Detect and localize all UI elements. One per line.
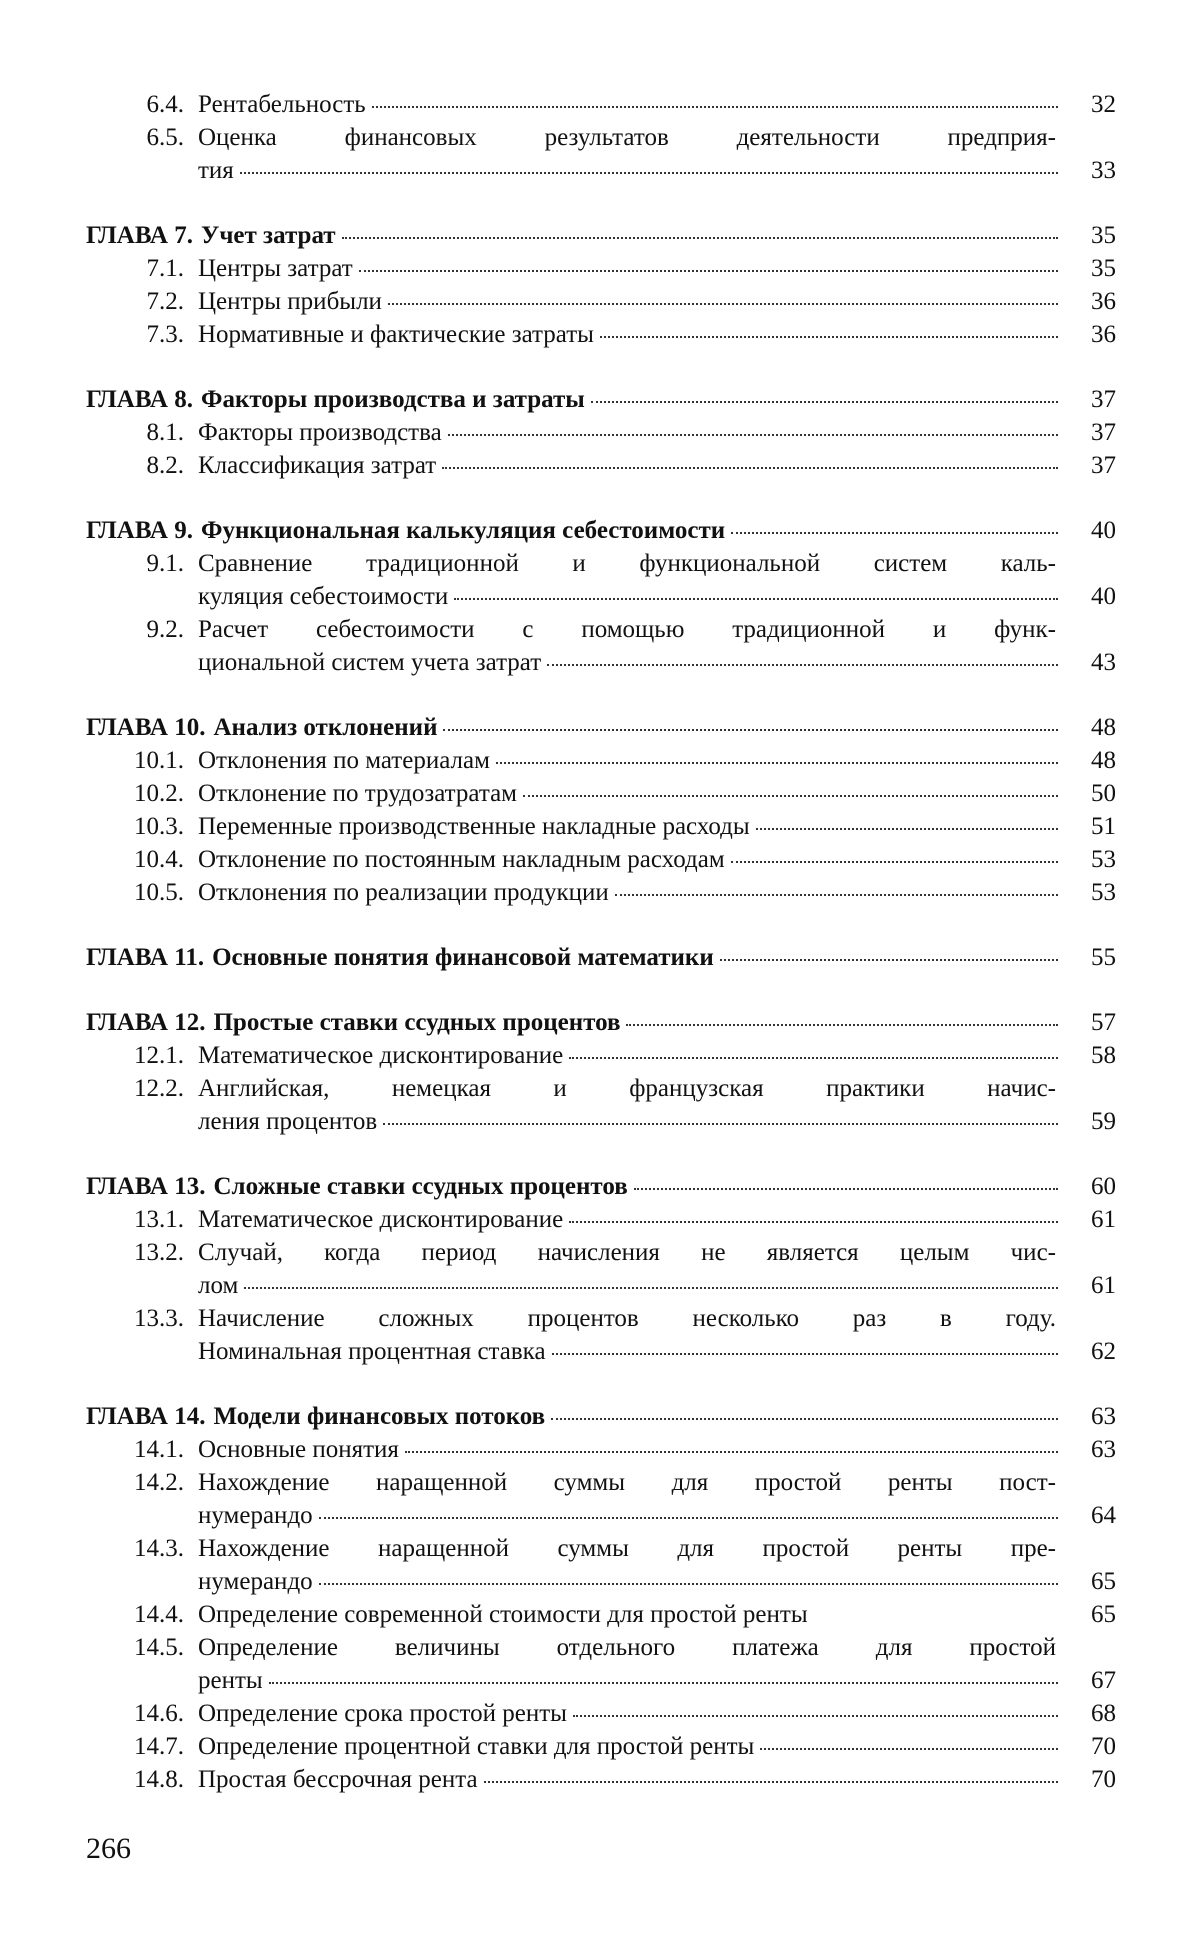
section-title-block <box>198 318 1116 351</box>
toc-chapter <box>86 219 1116 351</box>
chapter-title: Простые ставки ссудных процентов <box>213 1009 621 1036</box>
section-title-block <box>198 547 1116 613</box>
chapter-heading <box>86 1170 1116 1203</box>
toc-section <box>86 876 1116 909</box>
section-page: 53 <box>1091 879 1116 906</box>
dot-leader <box>573 1707 1058 1717</box>
chapter-page: 60 <box>1091 1173 1116 1200</box>
dot-leader <box>388 295 1058 305</box>
section-page: 36 <box>1091 288 1116 315</box>
toc-chapter <box>86 1400 1116 1796</box>
section-title-last-line <box>198 1335 1116 1368</box>
chapter-label: ГЛАВА 11. <box>86 944 205 971</box>
chapter-page: 63 <box>1091 1403 1116 1430</box>
chapter-page: 40 <box>1091 517 1116 544</box>
section-title: Математическое дисконтирование <box>198 1206 564 1233</box>
section-number: 14.1. <box>134 1436 184 1463</box>
dot-leader <box>731 853 1058 863</box>
section-number: 14.6. <box>134 1700 184 1727</box>
chapter-label: ГЛАВА 12. <box>86 1009 206 1036</box>
toc-section <box>86 88 1116 121</box>
section-title-block <box>198 1763 1116 1796</box>
dot-leader <box>591 393 1058 403</box>
toc-section <box>86 1072 1116 1138</box>
chapter-label: ГЛАВА 8. <box>86 386 193 413</box>
dot-leader <box>269 1674 1058 1684</box>
chapter-page: 55 <box>1091 944 1116 971</box>
section-page: 35 <box>1091 255 1116 282</box>
toc-section <box>86 1697 1116 1730</box>
chapter-heading <box>86 711 1116 744</box>
chapter-title-block <box>213 711 1116 744</box>
section-number: 12.1. <box>134 1042 184 1069</box>
toc-section <box>86 285 1116 318</box>
section-number: 7.1. <box>146 255 184 282</box>
section-title-last-line <box>198 154 1116 187</box>
dot-leader <box>569 1049 1058 1059</box>
section-title-last-line <box>198 777 1116 810</box>
toc-section <box>86 1598 1116 1631</box>
section-page: 70 <box>1091 1766 1116 1793</box>
chapter-heading <box>86 1006 1116 1039</box>
section-number: 10.5. <box>134 879 184 906</box>
section-title-block <box>198 416 1116 449</box>
chapter-page: 35 <box>1091 222 1116 249</box>
dot-leader <box>523 787 1058 797</box>
chapter-page: 57 <box>1091 1009 1116 1036</box>
section-title: Центры прибыли <box>198 288 382 315</box>
section-page: 63 <box>1091 1436 1116 1463</box>
section-title: нумерандо <box>198 1568 313 1595</box>
chapter-title-line <box>213 1400 1116 1433</box>
section-page: 53 <box>1091 846 1116 873</box>
section-number: 13.2. <box>134 1239 184 1266</box>
section-title-block <box>198 1598 1116 1631</box>
toc-section <box>86 318 1116 351</box>
section-title: Математическое дисконтирование <box>198 1042 564 1069</box>
section-title-line: Оценка финансовых результатов деятельности предприя- <box>198 124 1056 151</box>
toc-chapter <box>86 711 1116 909</box>
toc-section <box>86 810 1116 843</box>
section-title: Отклонение по постоянным накладным расходам <box>198 846 725 873</box>
toc-section <box>86 1730 1116 1763</box>
toc-section <box>86 613 1116 679</box>
dot-leader <box>720 951 1058 961</box>
section-title: Факторы производства <box>198 419 442 446</box>
chapter-title-block <box>201 383 1116 416</box>
section-number: 9.2. <box>146 616 184 643</box>
chapter-title-line <box>213 711 1116 744</box>
section-title-block <box>198 1532 1116 1598</box>
section-page: 51 <box>1091 813 1116 840</box>
chapter-title: Анализ отклонений <box>213 714 438 741</box>
toc-chapter <box>86 1006 1116 1138</box>
chapter-label: ГЛАВА 13. <box>86 1173 206 1200</box>
section-number: 9.1. <box>146 550 184 577</box>
chapter-title-block <box>201 514 1116 547</box>
section-page: 50 <box>1091 780 1116 807</box>
section-title: Отклонения по реализации продукции <box>198 879 609 906</box>
section-title: Определение процентной ставки для простой ренты <box>198 1733 755 1760</box>
section-title: ления процентов <box>198 1108 378 1135</box>
dot-leader <box>448 426 1058 436</box>
section-title-block <box>198 876 1116 909</box>
toc-chapter <box>86 88 1116 187</box>
chapter-title-block <box>212 941 1116 974</box>
section-page: 43 <box>1091 649 1116 676</box>
chapter-page: 37 <box>1091 386 1116 413</box>
section-number: 10.3. <box>134 813 184 840</box>
section-title-block <box>198 1697 1116 1730</box>
section-title-block <box>198 1730 1116 1763</box>
section-page: 36 <box>1091 321 1116 348</box>
section-title-last-line <box>198 843 1116 876</box>
section-title-block <box>198 1039 1116 1072</box>
section-number: 14.3. <box>134 1535 184 1562</box>
section-number: 14.4. <box>134 1601 184 1628</box>
chapter-label: ГЛАВА 7. <box>86 222 193 249</box>
toc-section <box>86 1039 1116 1072</box>
toc-chapter <box>86 514 1116 679</box>
section-title-last-line <box>198 1203 1116 1236</box>
dot-leader <box>372 98 1058 108</box>
chapter-label: ГЛАВА 9. <box>86 517 193 544</box>
section-title-block <box>198 1433 1116 1466</box>
section-number: 8.2. <box>146 452 184 479</box>
dot-leader <box>569 1213 1058 1223</box>
chapter-title-line <box>213 1006 1116 1039</box>
chapter-title: Функциональная калькуляция себестоимости <box>200 517 726 544</box>
section-title-last-line <box>198 1269 1116 1302</box>
dot-leader <box>359 262 1058 272</box>
chapter-title-line <box>212 941 1116 974</box>
chapter-title: Учет затрат <box>200 222 336 249</box>
section-page: 59 <box>1091 1108 1116 1135</box>
section-title-last-line <box>198 810 1116 843</box>
section-title-last-line <box>198 1697 1116 1730</box>
section-title-last-line <box>198 1763 1116 1796</box>
section-title-last-line <box>198 318 1116 351</box>
dot-leader <box>551 1410 1058 1420</box>
section-title-block <box>198 252 1116 285</box>
toc-section <box>86 1236 1116 1302</box>
chapter-title-block <box>201 219 1116 252</box>
section-title-block <box>198 1302 1116 1368</box>
section-title-block <box>198 285 1116 318</box>
chapter-label: ГЛАВА 10. <box>86 714 206 741</box>
section-title-block <box>198 810 1116 843</box>
section-title: циональной систем учета затрат <box>198 649 542 676</box>
section-page: 58 <box>1091 1042 1116 1069</box>
dot-leader <box>405 1443 1058 1453</box>
dot-leader <box>731 524 1058 534</box>
section-title: Номинальная процентная ставка <box>198 1338 546 1365</box>
chapter-page: 48 <box>1091 714 1116 741</box>
dot-leader <box>552 1345 1058 1355</box>
section-title-block <box>198 777 1116 810</box>
toc-section <box>86 1466 1116 1532</box>
section-title-line: Сравнение традиционной и функциональной систем каль- <box>198 550 1056 577</box>
dot-leader <box>634 1180 1058 1190</box>
dot-leader <box>443 721 1058 731</box>
toc-chapter <box>86 1170 1116 1368</box>
dot-leader <box>615 886 1058 896</box>
toc-section <box>86 1203 1116 1236</box>
toc-chapter <box>86 941 1116 974</box>
toc-section <box>86 744 1116 777</box>
chapter-title: Сложные ставки ссудных процентов <box>213 1173 628 1200</box>
dot-leader <box>319 1575 1058 1585</box>
toc-section <box>86 1532 1116 1598</box>
chapter-heading <box>86 514 1116 547</box>
chapter-title: Основные понятия финансовой математики <box>212 944 714 971</box>
section-title-last-line <box>198 1433 1116 1466</box>
section-title-last-line <box>198 876 1116 909</box>
toc-section <box>86 777 1116 810</box>
section-title-block <box>198 121 1116 187</box>
toc-chapter <box>86 383 1116 482</box>
dot-leader <box>756 820 1058 830</box>
section-title-block <box>198 613 1116 679</box>
section-number: 7.3. <box>146 321 184 348</box>
section-title: нумерандо <box>198 1502 313 1529</box>
dot-leader <box>244 1279 1058 1289</box>
chapter-title-line <box>201 383 1116 416</box>
section-number: 8.1. <box>146 419 184 446</box>
section-title: ренты <box>198 1667 263 1694</box>
section-title: куляция себестоимости <box>198 583 449 610</box>
toc-section <box>86 547 1116 613</box>
section-number: 14.5. <box>134 1634 184 1661</box>
dot-leader <box>760 1740 1058 1750</box>
section-number: 10.4. <box>134 846 184 873</box>
section-title-last-line <box>198 1105 1116 1138</box>
toc-section <box>86 1433 1116 1466</box>
section-title-last-line <box>198 1598 1116 1631</box>
section-title-block <box>198 744 1116 777</box>
section-title-last-line <box>198 252 1116 285</box>
section-page: 61 <box>1091 1206 1116 1233</box>
section-number: 10.1. <box>134 747 184 774</box>
chapter-heading <box>86 219 1116 252</box>
section-title-last-line <box>198 1039 1116 1072</box>
section-page: 64 <box>1091 1502 1116 1529</box>
chapter-title-block <box>213 1170 1116 1203</box>
chapter-label: ГЛАВА 14. <box>86 1403 206 1430</box>
dot-leader <box>484 1773 1058 1783</box>
section-title-last-line <box>198 580 1116 613</box>
section-title-block <box>198 449 1116 482</box>
chapter-heading <box>86 1400 1116 1433</box>
section-title-block <box>198 1466 1116 1532</box>
section-title-block <box>198 1236 1116 1302</box>
dot-leader <box>319 1509 1058 1519</box>
section-title-line: Расчет себестоимости с помощью традиционной и функ- <box>198 616 1056 643</box>
section-title: Определение срока простой ренты <box>198 1700 567 1727</box>
dot-leader <box>454 590 1058 600</box>
chapter-title: Модели финансовых потоков <box>213 1403 546 1430</box>
section-title-block <box>198 88 1116 121</box>
chapter-title-block <box>213 1006 1116 1039</box>
dot-leader <box>383 1115 1058 1125</box>
section-title: Определение современной стоимости для простой ренты <box>198 1601 808 1628</box>
section-title-last-line <box>198 416 1116 449</box>
section-title-last-line <box>198 88 1116 121</box>
section-title-last-line <box>198 1730 1116 1763</box>
toc-section <box>86 843 1116 876</box>
section-title-block <box>198 1203 1116 1236</box>
section-title-line: Английская, немецкая и французская практики начис- <box>198 1075 1056 1102</box>
section-title-last-line <box>198 1664 1116 1697</box>
section-title: лом <box>198 1272 239 1299</box>
section-title-line: Нахождение наращенной суммы для простой ренты пост- <box>198 1469 1056 1496</box>
section-number: 13.1. <box>134 1206 184 1233</box>
section-title-last-line <box>198 449 1116 482</box>
dot-leader <box>547 656 1058 666</box>
section-page: 65 <box>1091 1568 1116 1595</box>
section-title: Рентабельность <box>198 91 366 118</box>
section-title-block <box>198 843 1116 876</box>
section-page: 67 <box>1091 1667 1116 1694</box>
section-page: 68 <box>1091 1700 1116 1727</box>
section-number: 6.5. <box>146 124 184 151</box>
section-title: Классификация затрат <box>198 452 437 479</box>
section-title: Основные понятия <box>198 1436 399 1463</box>
section-number: 7.2. <box>146 288 184 315</box>
section-title-last-line <box>198 744 1116 777</box>
section-page: 61 <box>1091 1272 1116 1299</box>
section-title: Переменные производственные накладные расходы <box>198 813 750 840</box>
toc-section <box>86 1302 1116 1368</box>
toc-section <box>86 416 1116 449</box>
section-title-block <box>198 1072 1116 1138</box>
chapter-title-line <box>201 514 1116 547</box>
chapter-title: Факторы производства и затраты <box>200 386 585 413</box>
chapter-heading <box>86 941 1116 974</box>
dot-leader <box>442 459 1058 469</box>
section-page: 33 <box>1091 157 1116 184</box>
section-title-last-line <box>198 646 1116 679</box>
section-page: 48 <box>1091 747 1116 774</box>
section-title-line: Определение величины отдельного платежа для простой <box>198 1634 1056 1661</box>
section-number: 10.2. <box>134 780 184 807</box>
section-title-last-line <box>198 285 1116 318</box>
section-number: 14.7. <box>134 1733 184 1760</box>
section-title-block <box>198 1631 1116 1697</box>
section-page: 40 <box>1091 583 1116 610</box>
toc-section <box>86 449 1116 482</box>
section-title: Отклонения по материалам <box>198 747 490 774</box>
section-number: 12.2. <box>134 1075 184 1102</box>
chapter-title-line <box>201 219 1116 252</box>
toc-section <box>86 1631 1116 1697</box>
dot-leader <box>342 229 1058 239</box>
section-title: Центры затрат <box>198 255 353 282</box>
section-number: 14.8. <box>134 1766 184 1793</box>
dot-leader <box>626 1016 1058 1026</box>
section-page: 65 <box>1091 1601 1116 1628</box>
section-page: 70 <box>1091 1733 1116 1760</box>
section-title: Нормативные и фактические затраты <box>198 321 594 348</box>
chapter-title-block <box>213 1400 1116 1433</box>
page-number: 266 <box>86 1832 131 1865</box>
toc-section <box>86 1763 1116 1796</box>
section-page: 37 <box>1091 452 1116 479</box>
section-title: Отклонение по трудозатратам <box>198 780 518 807</box>
toc-section <box>86 252 1116 285</box>
dot-leader <box>496 754 1058 764</box>
section-title-last-line <box>198 1499 1116 1532</box>
dot-leader <box>600 328 1058 338</box>
section-title: Простая бессрочная рента <box>198 1766 478 1793</box>
section-title-line: Начисление сложных процентов несколько раз в году. <box>198 1305 1056 1332</box>
section-number: 13.3. <box>134 1305 184 1332</box>
chapter-title-line <box>213 1170 1116 1203</box>
section-title-line: Случай, когда период начисления не является целым чис- <box>198 1239 1056 1266</box>
section-number: 14.2. <box>134 1469 184 1496</box>
toc-section <box>86 121 1116 187</box>
section-page: 32 <box>1091 91 1116 118</box>
section-title-last-line <box>198 1565 1116 1598</box>
section-page: 62 <box>1091 1338 1116 1365</box>
section-title-line: Нахождение наращенной суммы для простой ренты пре- <box>198 1535 1056 1562</box>
table-of-contents <box>86 88 1116 1828</box>
section-number: 6.4. <box>146 91 184 118</box>
chapter-heading <box>86 383 1116 416</box>
dot-leader <box>240 164 1058 174</box>
section-title: тия <box>198 157 234 184</box>
section-page: 37 <box>1091 419 1116 446</box>
